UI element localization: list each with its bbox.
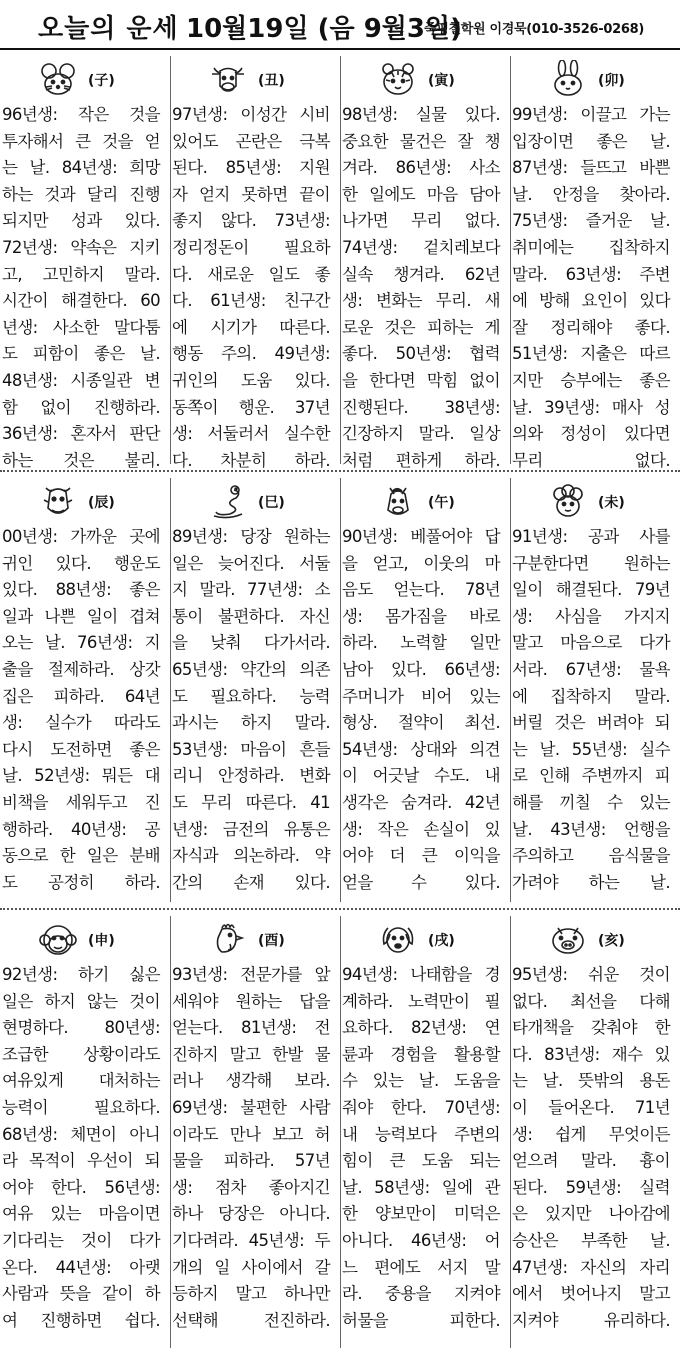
fortune-line: 날. 안정을 찾아라.: [512, 184, 670, 204]
fortune-line: 시간이 해결한다. 60: [2, 291, 160, 311]
tiger-icon: [378, 60, 418, 98]
fortune-line: 잘 정리해야 좋다.: [512, 317, 670, 337]
fortune-line: 어야 더 큰 이익을: [342, 846, 500, 866]
fortune-line: 오는 날. 76년생: 지: [2, 633, 160, 653]
fortune-line: 계하라. 노력만이 필: [342, 991, 500, 1011]
fortune-line: 이 어긋날 수도. 내: [342, 766, 500, 786]
fortune-line: 생각은 숨겨라. 42년: [342, 792, 500, 812]
zodiac-label: (巳): [258, 495, 285, 511]
fortune-line: 95년생: 쉬운 것이: [512, 965, 670, 984]
fortune-line: 을 얻고, 이웃의 마: [342, 553, 500, 573]
ox-icon: [208, 60, 248, 98]
cell-header: [342, 916, 500, 962]
fortune-line: 얻으려 말라. 흉이: [512, 1151, 670, 1171]
zodiac-label: (酉): [258, 933, 285, 949]
fortune-text: [342, 962, 500, 1334]
dragon-icon: [38, 482, 78, 520]
fortune-cell: [512, 478, 670, 896]
zodiac-label: (亥): [598, 933, 625, 949]
fortune-line: 개의 일 사이에서 갈: [172, 1257, 330, 1277]
fortune-line: 승산은 부족한 날.: [512, 1230, 670, 1250]
fortune-line: 날. 39년생: 매사 성: [512, 397, 670, 417]
fortune-line: 동쪽이 행운. 37년: [172, 397, 330, 417]
fortune-line: 51년생: 지출은 따르: [512, 344, 670, 364]
fortune-text: [342, 524, 500, 896]
horse-icon: [378, 482, 418, 520]
fortune-line: 97년생: 이성간 시비: [172, 105, 330, 124]
fortune-line: 일은 늦어진다. 서둘: [172, 553, 330, 573]
zodiac-label: (子): [88, 73, 115, 89]
fortune-line: 되지만 성과 있다.: [2, 211, 160, 231]
fortune-line: 라 목적이 우선이 되: [2, 1151, 160, 1171]
fortune-line: 기다려라. 45년생: 두: [172, 1230, 330, 1250]
fortune-cell: [342, 916, 500, 1334]
fortune-line: 조급한 상황이라도: [2, 1044, 160, 1064]
fortune-line: 비책을 세워두고 진: [2, 792, 160, 812]
fortune-line: 는 날. 뜻밖의 용돈: [512, 1071, 670, 1091]
fortune-line: 다시 도전하면 좋은: [2, 739, 160, 759]
fortune-line: 도 공정히 하라.: [2, 872, 160, 892]
fortune-line: 년생: 금전의 유통은: [172, 819, 330, 839]
fortune-line: 말라. 63년생: 주변: [512, 264, 670, 284]
fortune-line: 투자해서 큰 것을 얻: [2, 131, 160, 151]
fortune-line: 음도 얻는다. 78년: [342, 580, 500, 600]
fortune-line: 일과 나쁜 일이 겹쳐: [2, 606, 160, 626]
row-divider: [0, 908, 680, 910]
fortune-line: 69년생: 불편한 사람: [172, 1097, 330, 1117]
fortune-line: 처럼 편하게 하라.: [342, 450, 500, 470]
fortune-line: 겨라. 86년생: 사소: [342, 158, 500, 178]
fortune-line: 줘야 한다. 70년생:: [342, 1097, 500, 1117]
column-divider: [340, 916, 341, 1348]
fortune-line: 과시는 하지 말라.: [172, 713, 330, 733]
fortune-line: 세워야 원하는 답을: [172, 991, 330, 1011]
zodiac-label: (申): [88, 933, 115, 949]
fortune-line: 수 있는 날. 도움을: [342, 1071, 500, 1091]
fortune-line: 나가면 무리 없다.: [342, 211, 500, 231]
fortune-line: 한 일에도 마음 담아: [342, 184, 500, 204]
fortune-line: 72년생: 약속은 지키: [2, 237, 160, 257]
fortune-text: [172, 102, 330, 474]
fortune-line: 에 시기가 따른다.: [172, 317, 330, 337]
fortune-line: 90년생: 베풀어야 답: [342, 527, 500, 546]
fortune-line: 말고 마음으로 다가: [512, 633, 670, 653]
page-title: 오늘의 운세: [38, 14, 179, 44]
cell-header: [172, 478, 330, 524]
fortune-line: 내 능력보다 주변의: [342, 1124, 500, 1144]
zodiac-label: (丑): [258, 73, 285, 89]
fortune-line: 는 날. 84년생: 희망: [2, 158, 160, 178]
fortune-line: 로 인해 주변까지 피: [512, 766, 670, 786]
fortune-line: 해를 끼칠 수 있는: [512, 792, 670, 812]
snake-icon: [208, 482, 248, 520]
fortune-line: 함 없이 진행하라.: [2, 397, 160, 417]
zodiac-label: (午): [428, 495, 455, 511]
fortune-line: 99년생: 이끌고 가는: [512, 105, 670, 124]
rat-icon: [38, 60, 78, 98]
fortune-line: 48년생: 시종일관 변: [2, 370, 160, 390]
fortune-line: 도 필요하다. 능력: [172, 686, 330, 706]
fortune-line: 하라. 노력할 일만: [342, 633, 500, 653]
cell-header: [512, 916, 670, 962]
fortune-cell: [342, 478, 500, 896]
fortune-cell: [342, 56, 500, 474]
cell-header: [512, 56, 670, 102]
fortune-line: 있어도 곤란은 극복: [172, 131, 330, 151]
fortune-line: 리니 안정하라. 변화: [172, 766, 330, 786]
fortune-line: 생: 작은 손실이 있: [342, 819, 500, 839]
sheep-icon: [548, 482, 588, 520]
fortune-line: 간의 손재 있다.: [172, 872, 330, 892]
fortune-line: 생: 서둘러서 실수한: [172, 424, 330, 444]
fortune-text: [172, 524, 330, 896]
cell-header: [342, 56, 500, 102]
fortune-line: 65년생: 약간의 의존: [172, 659, 330, 679]
fortune-line: 54년생: 상대와 의견: [342, 739, 500, 759]
cell-header: [2, 916, 160, 962]
fortune-line: 하는 것과 달리 진행: [2, 184, 160, 204]
fortune-line: 다. 61년생: 친구간: [172, 291, 330, 311]
author-credit: 죽평철학원 이경묵(010-3526-0268): [424, 22, 644, 37]
fortune-line: 어야 한다. 56년생:: [2, 1177, 160, 1197]
fortune-line: 을 낮춰 다가서라.: [172, 633, 330, 653]
fortune-line: 륜과 경험을 활용할: [342, 1044, 500, 1064]
fortune-cell: [2, 916, 160, 1334]
fortune-line: 생: 변화는 무리. 새: [342, 291, 500, 311]
fortune-line: 중요한 물건은 잘 챙: [342, 131, 500, 151]
fortune-line: 현명하다. 80년생:: [2, 1018, 160, 1038]
fortune-line: 지만 승부에는 좋은: [512, 370, 670, 390]
fortune-line: 가려야 하는 날.: [512, 872, 670, 892]
fortune-line: 91년생: 공과 사를: [512, 527, 670, 546]
fortune-line: 다. 새로운 일도 좋: [172, 264, 330, 284]
fortune-cell: [512, 916, 670, 1334]
fortune-line: 정리정돈이 필요하: [172, 237, 330, 257]
fortune-line: 자식과 의논하라. 약: [172, 846, 330, 866]
fortune-line: 얻을 수 있다.: [342, 872, 500, 892]
fortune-line: 96년생: 작은 것을: [2, 105, 160, 124]
cell-header: [342, 478, 500, 524]
fortune-line: 하나 당장은 아니다.: [172, 1204, 330, 1224]
fortune-line: 귀인의 도움 있다.: [172, 370, 330, 390]
fortune-line: 라. 중용을 지켜야: [342, 1284, 500, 1304]
fortune-line: 도 무리 따른다. 41: [172, 792, 330, 812]
fortune-line: 입장이면 좋은 날.: [512, 131, 670, 151]
fortune-line: 47년생: 자신의 자리: [512, 1257, 670, 1277]
column-divider: [170, 478, 171, 902]
fortune-line: 선택해 전진하라.: [172, 1310, 330, 1330]
fortune-line: 일이 해결된다. 79년: [512, 580, 670, 600]
fortune-cell: [172, 916, 330, 1334]
fortune-line: 남아 있다. 66년생:: [342, 659, 500, 679]
fortune-line: 요하다. 82년생: 연: [342, 1018, 500, 1038]
fortune-line: 좋다. 50년생: 협력: [342, 344, 500, 364]
cell-header: [512, 478, 670, 524]
fortune-line: 53년생: 마음이 흔들: [172, 739, 330, 759]
fortune-line: 행하라. 40년생: 공: [2, 819, 160, 839]
fortune-cell: [172, 56, 330, 474]
fortune-line: 년생: 사소한 말다툼: [2, 317, 160, 337]
fortune-line: 러나 생각해 보라.: [172, 1071, 330, 1091]
fortune-line: 아니다. 46년생: 어: [342, 1230, 500, 1250]
fortune-line: 의와 정성이 있다면: [512, 424, 670, 444]
fortune-line: 출을 절제하라. 상갓: [2, 659, 160, 679]
fortune-line: 여유있게 대처하는: [2, 1071, 160, 1091]
fortune-line: 있다. 88년생: 좋은: [2, 580, 160, 600]
cell-header: [172, 916, 330, 962]
fortune-line: 생: 실수가 따라도: [2, 713, 160, 733]
fortune-line: 74년생: 겉치레보다: [342, 237, 500, 257]
fortune-line: 힘이 큰 도움 되는: [342, 1151, 500, 1171]
fortune-line: 버릴 것은 버려야 되: [512, 713, 670, 733]
fortune-line: 느 편에도 서지 말: [342, 1257, 500, 1277]
fortune-line: 집은 피하라. 64년: [2, 686, 160, 706]
cell-header: [2, 56, 160, 102]
fortune-line: 사람과 뜻을 같이 하: [2, 1284, 160, 1304]
fortune-line: 주의하고 음식물을: [512, 846, 670, 866]
fortune-line: 얻는다. 81년생: 전: [172, 1018, 330, 1038]
zodiac-label: (辰): [88, 495, 115, 511]
column-divider: [510, 56, 511, 464]
fortune-line: 여유 있는 마음이면: [2, 1204, 160, 1224]
fortune-line: 구분한다면 원하는: [512, 553, 670, 573]
fortune-cell: [172, 478, 330, 896]
fortune-line: 는 날. 55년생: 실수: [512, 739, 670, 759]
fortune-line: 실속 챙겨라. 62년: [342, 264, 500, 284]
fortune-line: 된다. 59년생: 실력: [512, 1177, 670, 1197]
column-divider: [510, 916, 511, 1348]
fortune-line: 날. 43년생: 언행을: [512, 819, 670, 839]
column-divider: [340, 478, 341, 902]
fortune-line: 94년생: 나태함을 경: [342, 965, 500, 984]
fortune-text: [2, 102, 160, 474]
fortune-line: 을 한다면 막힘 없이: [342, 370, 500, 390]
fortune-line: 등하지 말고 하나만: [172, 1284, 330, 1304]
column-divider: [170, 916, 171, 1348]
fortune-line: 온다. 44년생: 아랫: [2, 1257, 160, 1277]
zodiac-label: (卯): [598, 73, 625, 89]
fortune-line: 도 피함이 좋은 날.: [2, 344, 160, 364]
date-label: 10월19일 (음 9월3일): [186, 14, 462, 44]
fortune-line: 일은 하지 않는 것이: [2, 991, 160, 1011]
fortune-line: 생: 사심을 가지지: [512, 606, 670, 626]
rabbit-icon: [548, 60, 588, 98]
fortune-line: 로운 것은 피하는 게: [342, 317, 500, 337]
fortune-line: 능력이 필요하다.: [2, 1097, 160, 1117]
fortune-line: 여 진행하면 쉽다.: [2, 1310, 160, 1330]
fortune-line: 00년생: 가까운 곳에: [2, 527, 160, 546]
fortune-line: 동으로 한 일은 분배: [2, 846, 160, 866]
pig-icon: [548, 920, 588, 958]
fortune-line: 귀인 있다. 행운도: [2, 553, 160, 573]
fortune-line: 무리 없다.: [512, 450, 670, 470]
fortune-line: 타개책을 갖춰야 한: [512, 1018, 670, 1038]
fortune-line: 취미에는 집착하지: [512, 237, 670, 257]
fortune-line: 서라. 67년생: 물욕: [512, 659, 670, 679]
fortune-line: 생: 몸가짐을 바로: [342, 606, 500, 626]
fortune-line: 68년생: 체면이 아니: [2, 1124, 160, 1144]
fortune-line: 93년생: 전문가를 앞: [172, 965, 330, 984]
zodiac-label: (寅): [428, 73, 455, 89]
fortune-line: 이 들어온다. 71년: [512, 1097, 670, 1117]
fortune-line: 36년생: 혼자서 판단: [2, 424, 160, 444]
fortune-line: 없다. 최선을 다해: [512, 991, 670, 1011]
fortune-line: 자 얻지 못하면 끝이: [172, 184, 330, 204]
column-divider: [510, 478, 511, 902]
cell-header: [172, 56, 330, 102]
fortune-line: 한 양보만이 미덕은: [342, 1204, 500, 1224]
fortune-text: [342, 102, 500, 474]
fortune-line: 허물을 피한다.: [342, 1310, 500, 1330]
zodiac-label: (未): [598, 495, 625, 511]
fortune-text: [2, 524, 160, 896]
fortune-text: [2, 962, 160, 1334]
rooster-icon: [208, 920, 248, 958]
zodiac-label: (戌): [428, 933, 455, 949]
header: [0, 0, 680, 50]
fortune-line: 진행된다. 38년생:: [342, 397, 500, 417]
fortune-line: 고, 고민하지 말라.: [2, 264, 160, 284]
fortune-line: 된다. 85년생: 지원: [172, 158, 330, 178]
fortune-text: [512, 524, 670, 896]
fortune-text: [172, 962, 330, 1334]
fortune-line: 날. 58년생: 일에 관: [342, 1177, 500, 1197]
fortune-line: 진하지 말고 한발 물: [172, 1044, 330, 1064]
fortune-line: 통이 불편하다. 자신: [172, 606, 330, 626]
fortune-line: 92년생: 하기 싫은: [2, 965, 160, 984]
column-divider: [170, 56, 171, 464]
fortune-text: [512, 102, 670, 474]
fortune-line: 에 방해 요인이 있다: [512, 291, 670, 311]
fortune-line: 98년생: 실물 있다.: [342, 105, 500, 124]
fortune-cell: [2, 478, 160, 896]
fortune-line: 89년생: 당장 원하는: [172, 527, 330, 546]
fortune-line: 다. 83년생: 재수 있: [512, 1044, 670, 1064]
fortune-line: 좋지 않다. 73년생:: [172, 211, 330, 231]
fortune-cell: [512, 56, 670, 474]
fortune-line: 은 있지만 나아감에: [512, 1204, 670, 1224]
fortune-line: 에 집착하지 말라.: [512, 686, 670, 706]
fortune-line: 87년생: 들뜨고 바쁜: [512, 158, 670, 178]
fortune-line: 다. 차분히 하라.: [172, 450, 330, 470]
fortune-line: 형상. 절약이 최선.: [342, 713, 500, 733]
fortune-line: 날. 52년생: 뭐든 대: [2, 766, 160, 786]
cell-header: [2, 478, 160, 524]
fortune-cell: [2, 56, 160, 474]
fortune-line: 주머니가 비어 있는: [342, 686, 500, 706]
fortune-text: [512, 962, 670, 1334]
column-divider: [340, 56, 341, 464]
fortune-line: 75년생: 즐거운 날.: [512, 211, 670, 231]
fortune-line: 이라도 만나 보고 허: [172, 1124, 330, 1144]
fortune-line: 물을 피하라. 57년: [172, 1151, 330, 1171]
fortune-line: 지켜야 유리하다.: [512, 1310, 670, 1330]
fortune-line: 지 말라. 77년생: 소: [172, 580, 330, 600]
dog-icon: [378, 920, 418, 958]
fortune-line: 생: 점차 좋아지긴: [172, 1177, 330, 1197]
fortune-line: 기다리는 것이 다가: [2, 1230, 160, 1250]
fortune-line: 행동 주의. 49년생:: [172, 344, 330, 364]
fortune-line: 긴장하지 말라. 일상: [342, 424, 500, 444]
fortune-line: 생: 쉽게 무엇이든: [512, 1124, 670, 1144]
fortune-line: 하는 것은 불리.: [2, 450, 160, 470]
monkey-icon: [38, 920, 78, 958]
fortune-line: 에서 벗어나지 말고: [512, 1284, 670, 1304]
